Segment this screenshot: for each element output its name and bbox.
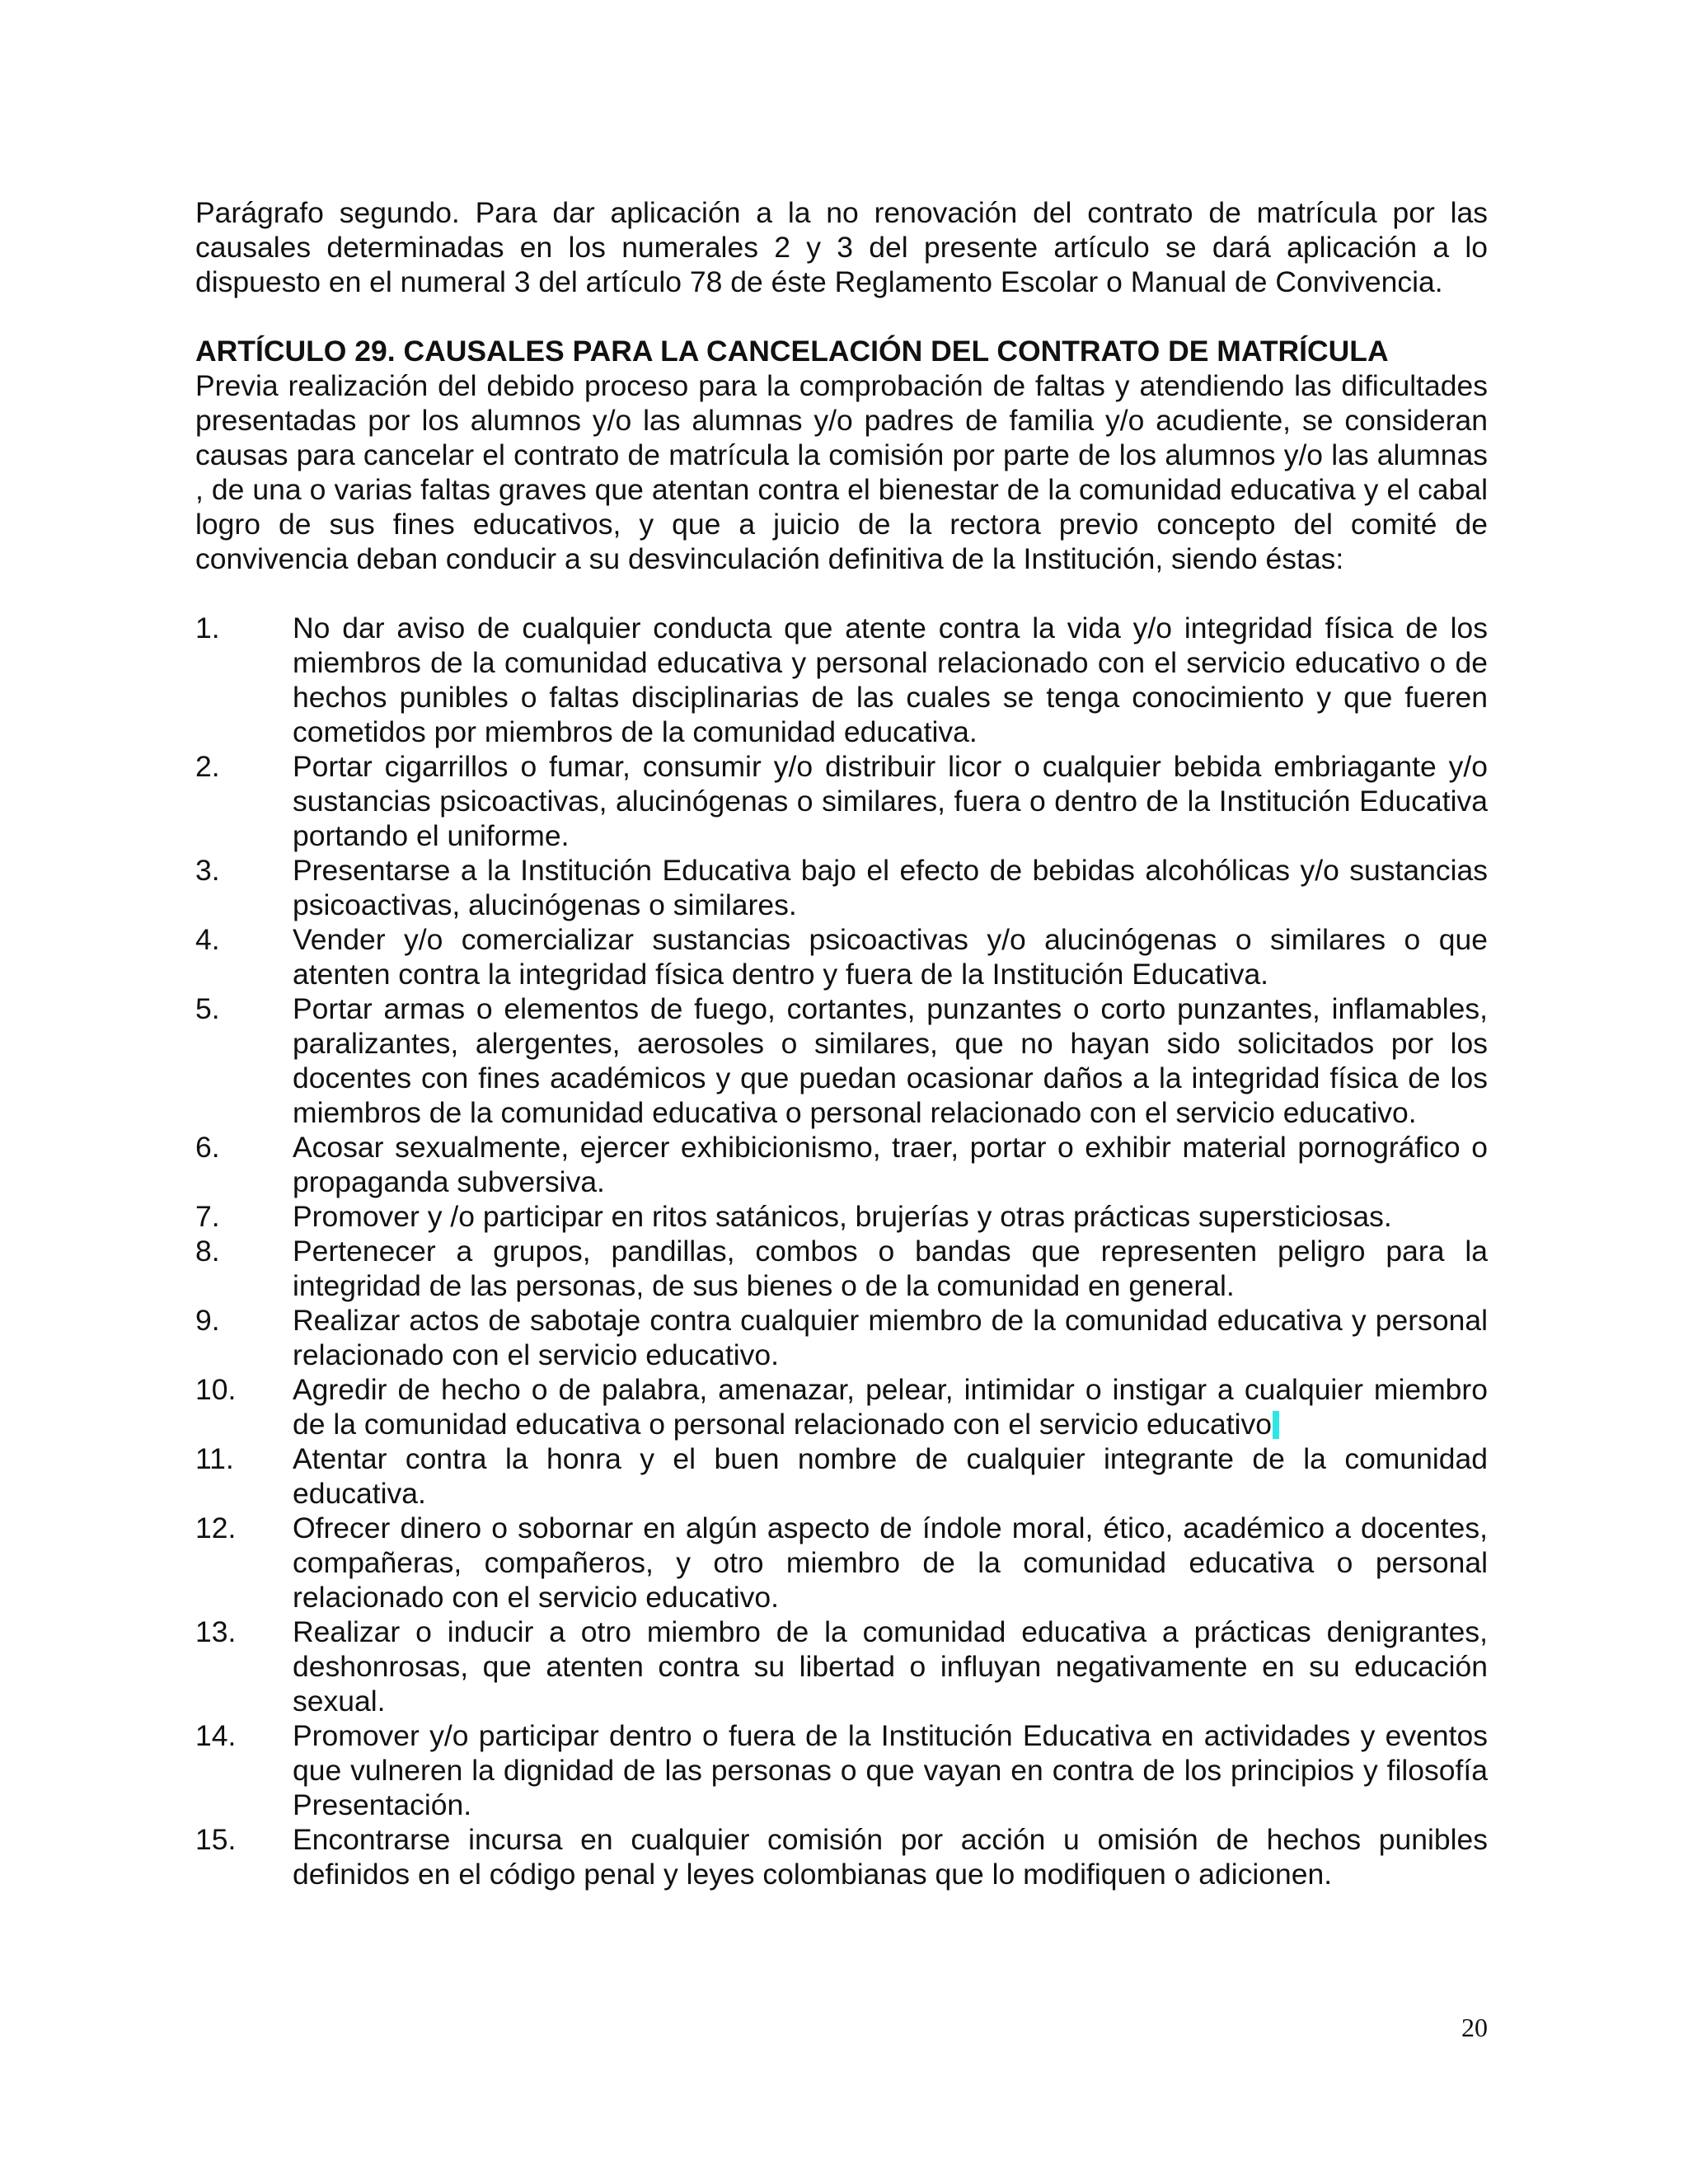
list-item-text: Promover y/o participar dentro o fuera de la Institución Educativa en actividades y eventos que vulneren la dignidad de las personas o que vayan en contra de los principios y filosofía Presentación. [293, 1719, 1488, 1821]
list-item [195, 922, 1488, 991]
list-item [195, 749, 1488, 853]
list-item-number: 10. [195, 1373, 237, 1406]
list-item-text: Realizar actos de sabotaje contra cualquier miembro de la comunidad educativa y personal relacionado con el servicio educativo. [293, 1304, 1488, 1371]
list-item-number: 14. [195, 1719, 237, 1752]
list-item-number: 3. [195, 854, 220, 887]
list-item-number: 9. [195, 1304, 220, 1337]
list-item-number: 5. [195, 992, 220, 1025]
list-item [195, 1234, 1488, 1303]
list-item-text-highlighted [293, 1372, 1488, 1441]
page-content [195, 195, 1488, 1891]
list-item [195, 991, 1488, 1130]
list-item-number: 12. [195, 1511, 237, 1544]
list-item [195, 1718, 1488, 1822]
list-item-text: Encontrarse incursa en cualquier comisión por acción u omisión de hechos punibles definidos en el código penal y leyes colombianas que lo modifiquen o adicionen. [293, 1823, 1488, 1891]
list-item [195, 1372, 1488, 1441]
list-item-number: 4. [195, 923, 220, 956]
list-item [195, 611, 1488, 749]
list-item-number: 1. [195, 612, 220, 644]
list-item [195, 1441, 1488, 1511]
list-item-text: Realizar o inducir a otro miembro de la comunidad educativa a prácticas denigrantes, deshonrosas, que atenten contra su libertad o influyan negativamente en su educación sexual. [293, 1615, 1488, 1718]
article-body: Previa realización del debido proceso para la comprobación de faltas y atendiendo las dificultades presentadas por los alumnos y/o las alumnas y/o padres de familia y/o acudiente, se consideran causas para cancelar el contrato de matrícula la comisión por parte de los alumnos y/o las alumnas , de una o varias faltas graves que atentan contra el bienestar de la comunidad educativa y el cabal logro de sus fines educativos, y que a juicio de la rectora previo concepto del comité de convivencia deban conducir a su desvinculación definitiva de la Institución, siendo éstas: [195, 369, 1488, 575]
list-item-text: Acosar sexualmente, ejercer exhibicionismo, traer, portar o exhibir material pornográfico o propaganda subversiva. [293, 1131, 1488, 1198]
list-item-text: Portar armas o elementos de fuego, cortantes, punzantes o corto punzantes, inflamables, paralizantes, alergentes, aerosoles o similares, que no hayan sido solicitados por los docentes con fines académicos y que puedan ocasionar daños a la integridad física de los miembros de la comunidad educativa o personal relacionado con el servicio educativo. [293, 992, 1488, 1129]
list-item-text: No dar aviso de cualquier conducta que atente contra la vida y/o integridad física de los miembros de la comunidad educativa y personal relacionado con el servicio educativo o de hechos punibles o faltas disciplinarias de las cuales se tenga conocimiento y que fueren cometidos por miembros de la comunidad educativa. [293, 612, 1488, 748]
list-item-text: Ofrecer dinero o sobornar en algún aspecto de índole moral, ético, académico a docentes, compañeras, compañeros, y otro miembro de la comunidad educativa o personal relacionado con el servicio educativo. [293, 1511, 1488, 1614]
list-item [195, 1822, 1488, 1891]
list-item-number: 8. [195, 1235, 220, 1268]
list-item-text: Agredir de hecho o de palabra, amenazar, pelear, intimidar o instigar a cualquier miembro de la comunidad educativa o personal relacionado con el servicio educativo [293, 1373, 1488, 1441]
list-item-text: Atentar contra la honra y el buen nombre de cualquier integrante de la comunidad educativa. [293, 1442, 1488, 1510]
list-item [195, 1303, 1488, 1372]
list-item-text: Vender y/o comercializar sustancias psicoactivas y/o alucinógenas o similares o que atenten contra la integridad física dentro y fuera de la Institución Educativa. [293, 923, 1488, 991]
list-item-text: Pertenecer a grupos, pandillas, combos o bandas que representen peligro para la integridad de las personas, de sus bienes o de la comunidad en general. [293, 1235, 1488, 1302]
list-item [195, 853, 1488, 922]
list-item [195, 1511, 1488, 1615]
list-item [195, 1615, 1488, 1718]
list-item-number: 11. [195, 1442, 234, 1475]
article-heading: ARTÍCULO 29. CAUSALES PARA LA CANCELACIÓN DEL CONTRATO DE MATRÍCULA [195, 335, 1389, 368]
list-item-number: 7. [195, 1200, 220, 1233]
list-item-text: Promover y /o participar en ritos satánicos, brujerías y otras prácticas supersticiosas. [293, 1200, 1392, 1233]
list-item-number: 13. [195, 1615, 237, 1648]
highlight-mark [1273, 1411, 1279, 1439]
list-item-text: Portar cigarrillos o fumar, consumir y/o distribuir licor o cualquier bebida embriagante y/o sustancias psicoactivas, alucinógenas o similares, fuera o dentro de la Institución Educativa portando el uniforme. [293, 750, 1488, 852]
causales-list [195, 611, 1488, 1891]
list-item [195, 1130, 1488, 1199]
list-item-number: 6. [195, 1131, 220, 1164]
list-item-text: Presentarse a la Institución Educativa bajo el efecto de bebidas alcohólicas y/o sustancias psicoactivas, alucinógenas o similares. [293, 854, 1488, 921]
list-item-number: 15. [195, 1823, 237, 1856]
list-item [195, 1199, 1488, 1234]
page-number: 20 [1461, 2013, 1488, 2042]
list-item-number: 2. [195, 750, 220, 783]
paragraph-segundo: Parágrafo segundo. Para dar aplicación a la no renovación del contrato de matrícula por las causales determinadas en los numerales 2 y 3 del presente artículo se dará aplicación a lo dispuesto en el numeral 3 del artículo 78 de éste Reglamento Escolar o Manual de Convivencia. [195, 196, 1488, 298]
